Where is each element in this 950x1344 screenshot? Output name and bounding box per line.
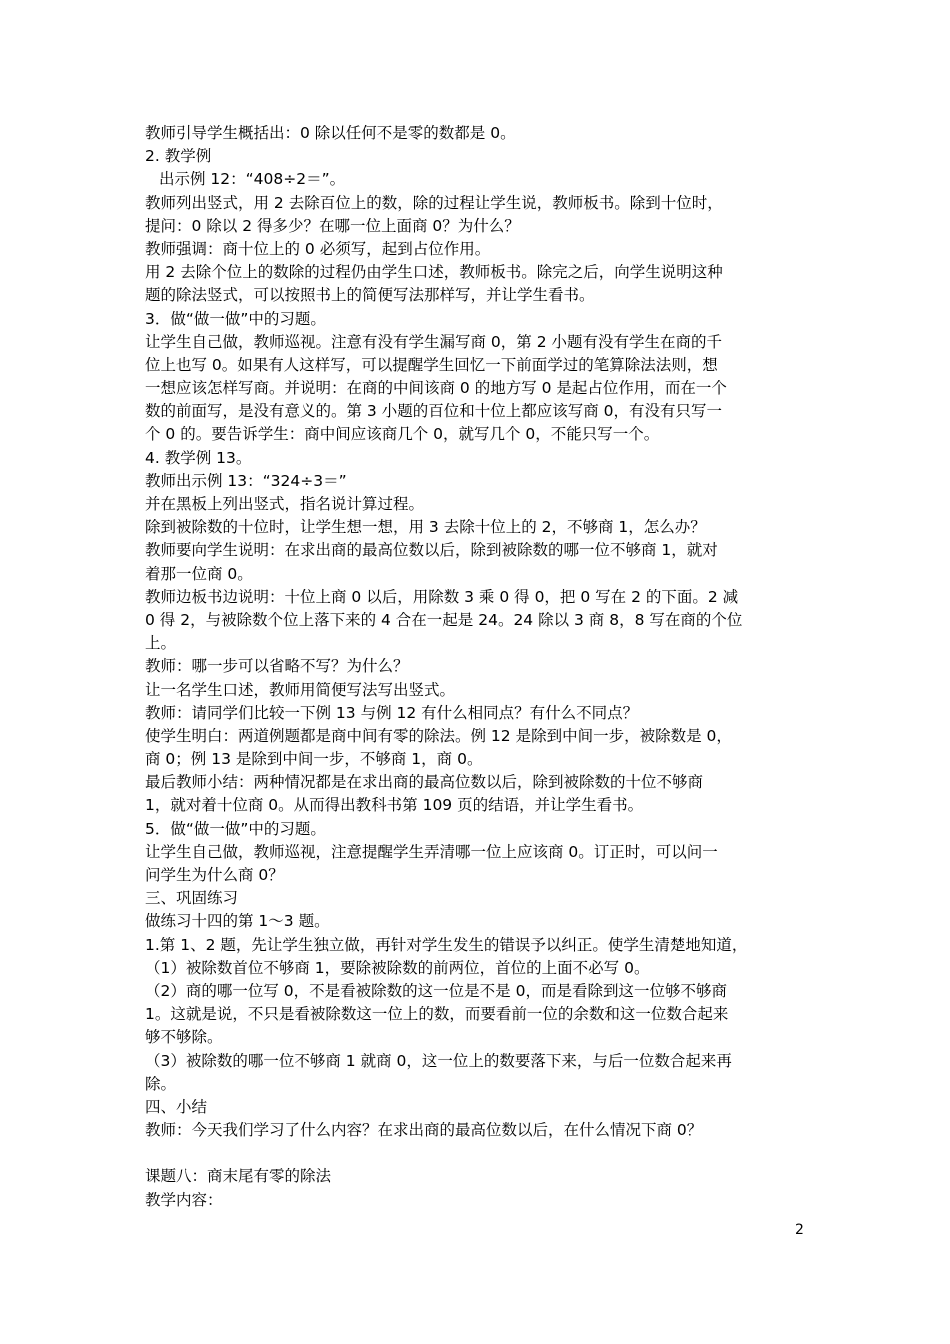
text-line: 0 得 2，与被除数个位上落下来的 4 合在一起是 24。24 除以 3 商 8，8 写在商的个位 — [145, 610, 743, 629]
text-line: 题的除法竖式，可以按照书上的简便写法那样写，并让学生看书。 — [145, 286, 595, 305]
text-line: 上。 — [145, 634, 177, 653]
section-heading: 2. 教学例 — [145, 147, 212, 166]
text-line: 让学生自己做，教师巡视，注意提醒学生弄清哪一位上应该商 0。订正时，可以问一 — [145, 842, 718, 861]
text-line: 位上也写 0。如果有人这样写，可以提醒学生回忆一下前面学过的笔算除法法则，想 — [145, 355, 718, 374]
section-heading: 4. 教学例 13。 — [145, 448, 252, 467]
section-heading: 三、巩固练习 — [145, 889, 239, 908]
text-line: 1，就对着十位商 0。从而得出教科书第 109 页的结语，并让学生看书。 — [145, 796, 644, 815]
lesson-title: 课题八：商末尾有零的除法 — [145, 1167, 332, 1186]
text-line: （1）被除数首位不够商 1，要除被除数的前两位，首位的上面不必写 0。 — [145, 958, 650, 977]
text-line: 教师边板书边说明：十位上商 0 以后，用除数 3 乘 0 得 0，把 0 写在 2 的下面。2 减 — [145, 587, 739, 606]
text-line: 商 0；例 13 是除到中间一步，不够商 1，商 0。 — [145, 750, 483, 769]
text-line: 提问：0 除以 2 得多少？在哪一位上面商 0？为什么？ — [145, 216, 520, 235]
text-line: 使学生明白：两道例题都是商中间有零的除法。例 12 是除到中间一步，被除数是 0， — [145, 726, 732, 745]
text-line: 教师：今天我们学习了什么内容？在求出商的最高位数以后，在什么情况下商 0？ — [145, 1121, 703, 1140]
text-line: 用 2 去除个位上的数除的过程仍由学生口述，教师板书。除完之后，向学生说明这种 — [145, 263, 723, 282]
text-line: 教师列出竖式，用 2 去除百位上的数，除的过程让学生说，教师板书。除到十位时， — [145, 193, 723, 212]
section-heading: 5．做“做一做”中的习题。 — [145, 819, 326, 838]
text-line: 一想应该怎样写商。并说明：在商的中间该商 0 的地方写 0 是起占位作用，而在一个 — [145, 379, 727, 398]
page-number: 2 — [795, 1222, 804, 1238]
text-line: 出示例 12：“408÷2＝”。 — [159, 170, 346, 189]
text-line: 数的前面写，是没有意义的。第 3 小题的百位和十位上都应该写商 0，有没有只写一 — [145, 402, 723, 421]
text-line: 问学生为什么商 0？ — [145, 866, 284, 884]
text-line: 教学内容： — [145, 1190, 223, 1209]
text-line: 着那一位商 0。 — [145, 564, 253, 583]
blank-line — [145, 1142, 817, 1165]
text-line: 个 0 的。要告诉学生：商中间应该商几个 0，就写几个 0，不能只写一个。 — [145, 425, 660, 444]
text-line: 1.第 1、2 题，先让学生独立做，再针对学生发生的错误予以纠正。使学生清楚地知道， — [145, 935, 748, 954]
text-line: 让一名学生口述，教师用简便写法写出竖式。 — [145, 680, 456, 699]
text-line: 教师强调：商十位上的 0 必须写，起到占位作用。 — [145, 239, 491, 258]
text-line: （3）被除数的哪一位不够商 1 就商 0，这一位上的数要落下来，与后一位数合起来再 — [145, 1051, 732, 1070]
text-line: （2）商的哪一位写 0，不是看被除数的这一位是不是 0，而是看除到这一位够不够商 — [145, 981, 727, 1000]
text-line: 做练习十四的第 1～3 题。 — [145, 912, 330, 931]
section-heading: 3．做“做一做”中的习题。 — [145, 309, 326, 328]
section-heading: 四、小结 — [145, 1097, 208, 1116]
text-line: 除。 — [145, 1074, 177, 1093]
text-line: 教师出示例 13：“324÷3＝” — [145, 471, 347, 490]
document-body — [145, 122, 817, 1212]
text-line: 教师：哪一步可以省略不写？为什么？ — [145, 657, 409, 676]
text-line: 1。这就是说，不只是看被除数这一位上的数，而要看前一位的余数和这一位数合起来 — [145, 1005, 729, 1024]
text-line: 最后教师小结：两种情况都是在求出商的最高位数以后，除到被除数的十位不够商 — [145, 773, 704, 792]
text-line: 让学生自己做，教师巡视。注意有没有学生漏写商 0，第 2 小题有没有学生在商的千 — [145, 332, 723, 351]
text-line: 并在黑板上列出竖式，指名说计算过程。 — [145, 495, 425, 513]
text-line: 教师：请同学们比较一下例 13 与例 12 有什么相同点？有什么不同点？ — [145, 703, 639, 722]
text-line: 教师引导学生概括出：0 除以任何不是零的数都是 0。 — [145, 124, 516, 142]
text-line: 除到被除数的十位时，让学生想一想，用 3 去除十位上的 2，不够商 1，怎么办？ — [145, 518, 706, 537]
text-line: 够不够除。 — [145, 1028, 223, 1047]
text-line: 教师要向学生说明：在求出商的最高位数以后，除到被除数的哪一位不够商 1，就对 — [145, 541, 718, 560]
